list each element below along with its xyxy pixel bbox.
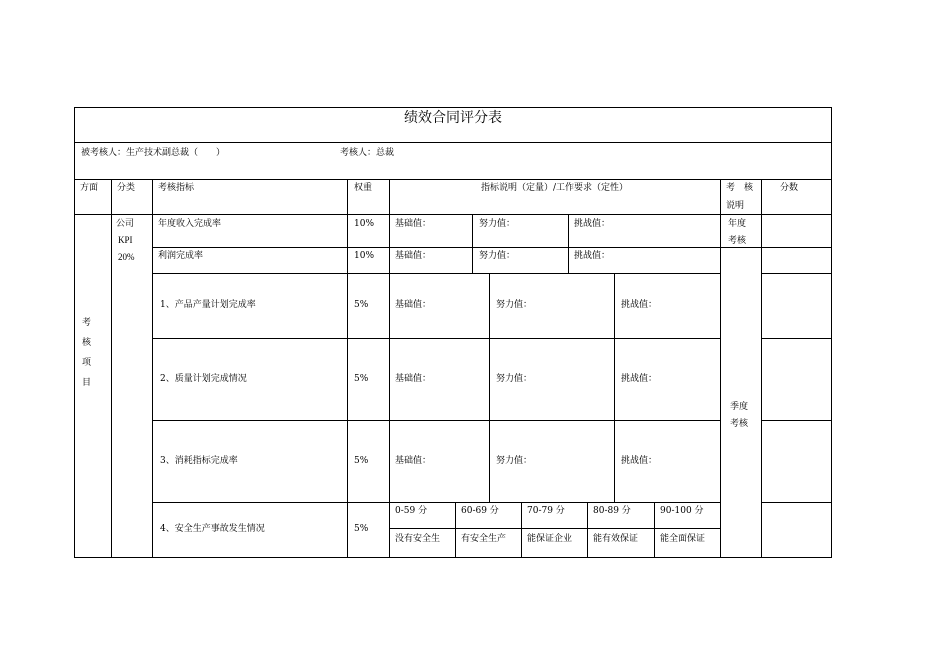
aspect-label: 考核项目 <box>82 318 92 388</box>
rule <box>761 420 832 421</box>
rule <box>152 247 720 248</box>
safety-range: 90-100 分 <box>660 506 704 516</box>
rule <box>720 179 721 558</box>
rule <box>152 338 720 339</box>
base-value-label: 基础值： <box>395 219 432 229</box>
rule <box>614 273 615 502</box>
weight-value: 5% <box>354 374 369 384</box>
rule <box>587 502 588 558</box>
rule <box>761 179 762 558</box>
rule <box>654 502 655 558</box>
safety-range: 80-89 分 <box>593 506 631 516</box>
challenge-value-label: 挑战值： <box>621 300 658 310</box>
indicator-label: 1、产品产量计划完成率 <box>160 300 256 310</box>
rule <box>74 214 832 215</box>
annual-cycle-label: 年度 <box>728 219 747 229</box>
base-value-label: 基础值： <box>395 374 432 384</box>
challenge-value-label: 挑战值： <box>621 374 658 384</box>
header-description: 指标说明（定量）/工作要求（定性） <box>480 183 629 193</box>
rule <box>152 502 720 503</box>
header-indicator: 考核指标 <box>158 183 195 193</box>
challenge-value-label: 挑战值： <box>621 456 658 466</box>
effort-value-label: 努力值： <box>479 251 516 261</box>
indicator-label: 年度收入完成率 <box>158 219 222 229</box>
rule <box>389 179 390 558</box>
rule <box>455 502 456 558</box>
rule <box>74 107 75 558</box>
safety-description: 有安全生产 <box>461 534 507 544</box>
quarterly-cycle-label: 季度 <box>730 402 749 412</box>
effort-value-label: 努力值： <box>496 300 533 310</box>
rule <box>761 273 832 274</box>
indicator-label: 4、安全生产事故发生情况 <box>160 524 265 534</box>
challenge-value-label: 挑战值： <box>574 219 611 229</box>
category-line2: KPI <box>118 235 133 245</box>
rule <box>720 247 832 248</box>
rule <box>761 502 832 503</box>
safety-description: 能保证企业 <box>527 534 573 544</box>
table-title: 绩效合同评分表 <box>404 110 502 126</box>
category-line1: 公司 <box>116 219 135 229</box>
rule <box>152 273 720 274</box>
base-value-label: 基础值： <box>395 251 432 261</box>
rule <box>521 502 522 558</box>
category-line3: 20% <box>118 252 135 262</box>
indicator-label: 利润完成率 <box>158 251 204 261</box>
rule <box>74 557 832 558</box>
header-score: 分数 <box>780 183 799 193</box>
safety-description: 能全面保证 <box>660 534 706 544</box>
header-weight: 权重 <box>354 183 373 193</box>
safety-description: 能有效保证 <box>593 534 639 544</box>
annual-cycle-label-2: 考核 <box>728 236 747 246</box>
rule <box>347 179 348 558</box>
base-value-label: 基础值： <box>395 300 432 310</box>
rule <box>389 528 720 529</box>
rule <box>111 179 112 558</box>
rule <box>568 214 569 273</box>
rule <box>831 107 832 558</box>
effort-value-label: 努力值： <box>496 374 533 384</box>
rule <box>472 214 473 273</box>
header-aspect: 方面 <box>80 183 99 193</box>
rule <box>74 179 832 180</box>
challenge-value-label: 挑战值： <box>574 251 611 261</box>
rule <box>761 338 832 339</box>
score-sheet <box>74 107 832 558</box>
safety-description: 没有安全生 <box>395 534 441 544</box>
quarterly-cycle-label-2: 考核 <box>730 419 749 429</box>
safety-range: 0-59 分 <box>395 506 428 516</box>
weight-value: 10% <box>354 219 375 229</box>
base-value-label: 基础值： <box>395 456 432 466</box>
rule <box>489 273 490 502</box>
assessor-label: 考核人：总裁 <box>340 148 395 158</box>
assessee-label: 被考核人：生产技术副总裁（ ） <box>81 148 226 158</box>
effort-value-label: 努力值： <box>496 456 533 466</box>
weight-value: 10% <box>354 251 375 261</box>
weight-value: 5% <box>354 300 369 310</box>
header-cycle: 考 核 <box>726 183 754 193</box>
indicator-label: 3、消耗指标完成率 <box>160 456 238 466</box>
safety-range: 60-69 分 <box>461 506 499 516</box>
weight-value: 5% <box>354 456 369 466</box>
effort-value-label: 努力值： <box>479 219 516 229</box>
header-cycle-2: 说明 <box>726 201 745 211</box>
indicator-label: 2、质量计划完成情况 <box>160 374 247 384</box>
weight-value: 5% <box>354 524 369 534</box>
rule <box>152 179 153 558</box>
rule <box>152 420 720 421</box>
header-category: 分类 <box>117 183 136 193</box>
safety-range: 70-79 分 <box>527 506 565 516</box>
